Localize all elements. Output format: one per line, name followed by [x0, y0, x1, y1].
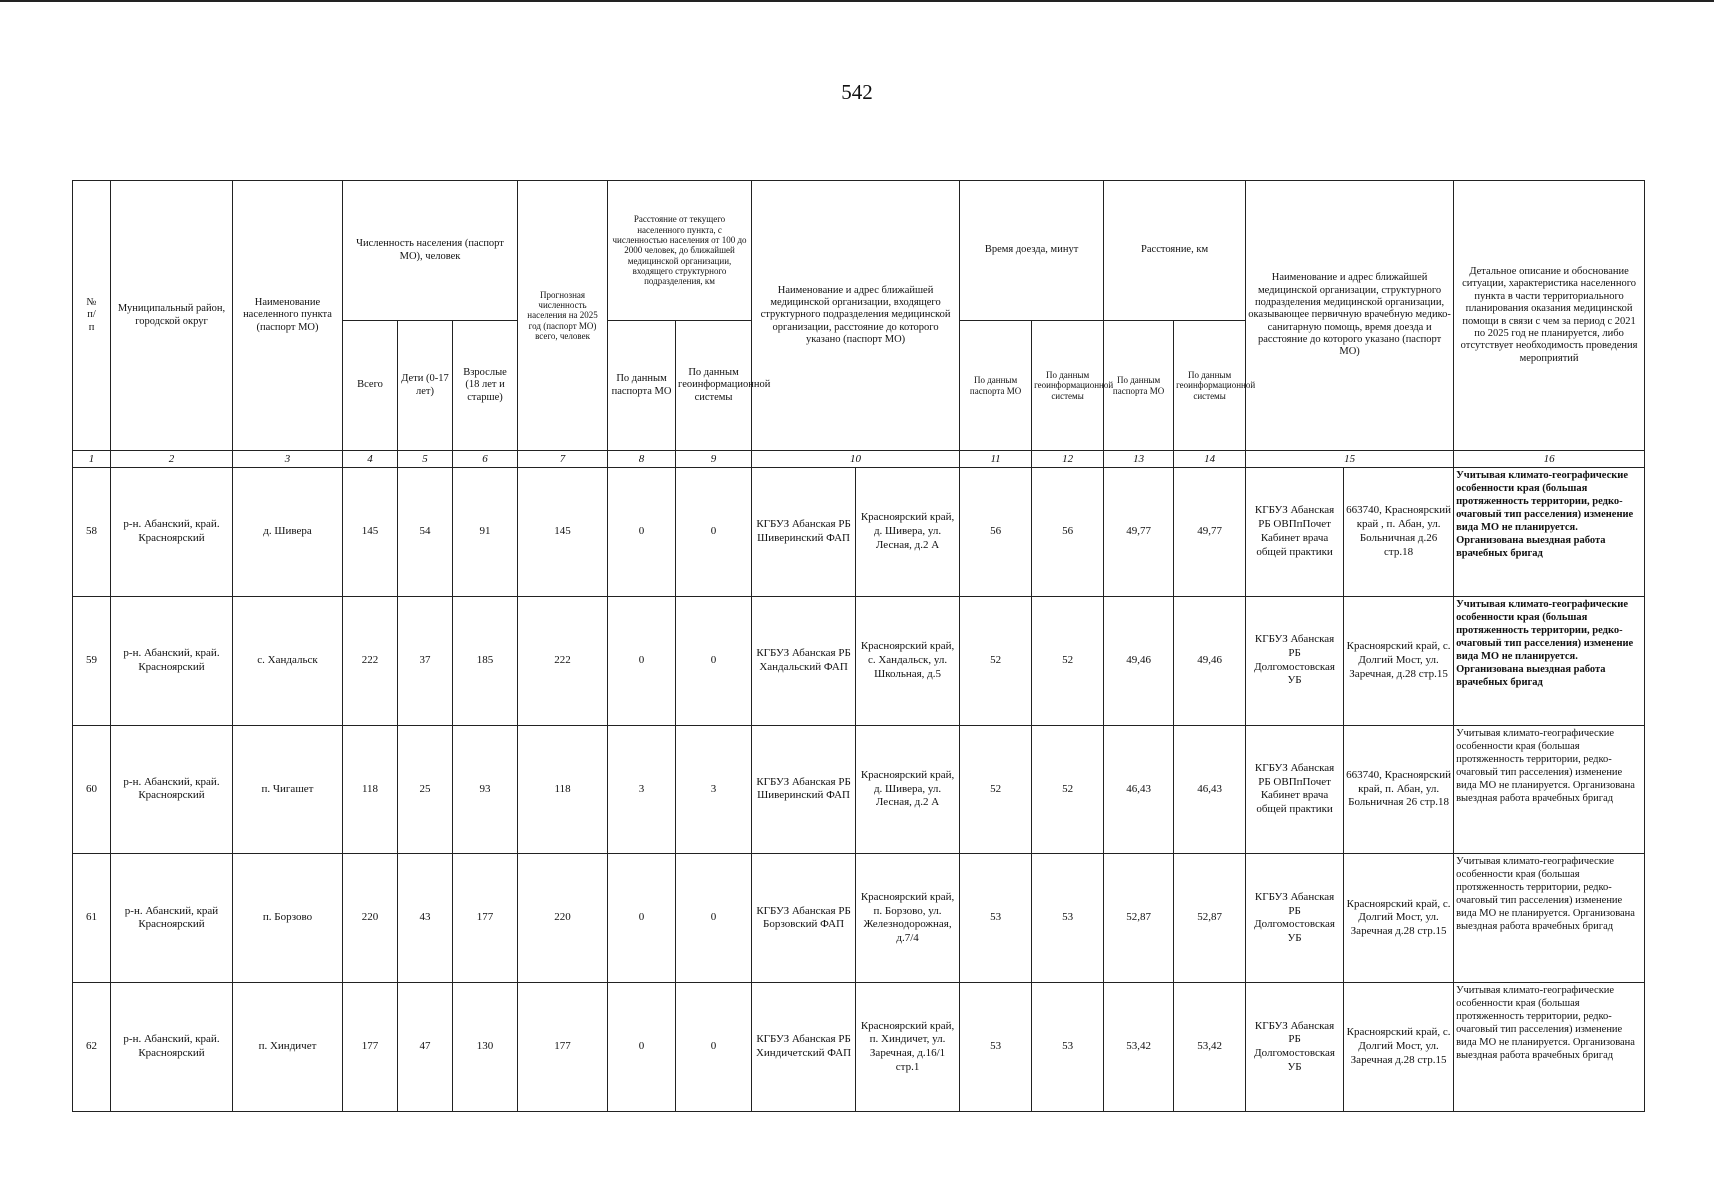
mo-name-cell: КГБУЗ Абанская РБ Шиверинский ФАП: [752, 468, 856, 597]
mo-address-cell: Красноярский край, п. Хиндичет, ул. Заречная, д.16/1 стр.1: [856, 983, 960, 1112]
district-cell: р-н. Абанский, край Красноярский: [111, 854, 233, 983]
mo-address-cell: Красноярский край, д. Шивера, ул. Лесная, д.2 А: [856, 468, 960, 597]
header-num: № п/ п: [73, 181, 111, 451]
km-passport-cell: 49,46: [1104, 596, 1174, 725]
col-number: 9: [676, 451, 752, 468]
col-number: 3: [233, 451, 343, 468]
forecast-cell: 222: [518, 596, 608, 725]
km-passport-cell: 49,77: [1104, 468, 1174, 597]
table-row: [73, 596, 1645, 725]
pop-children-cell: 43: [398, 854, 453, 983]
pop-total-cell: 177: [343, 983, 398, 1112]
col-number: 16: [1454, 451, 1645, 468]
settlement-cell: п. Хиндичет: [233, 983, 343, 1112]
district-cell: р-н. Абанский, край. Красноярский: [111, 725, 233, 854]
pop-children-cell: 37: [398, 596, 453, 725]
mo-name-cell: КГБУЗ Абанская РБ Хиндичетский ФАП: [752, 983, 856, 1112]
pmsp-address-cell: 663740, Красноярский край , п. Абан, ул. Больничная д.26 стр.18: [1344, 468, 1454, 597]
page-number: 542: [841, 80, 873, 104]
settlement-cell: с. Хандальск: [233, 596, 343, 725]
settlement-cell: д. Шивера: [233, 468, 343, 597]
time-passport-cell: 52: [960, 596, 1032, 725]
dist-passport-cell: 0: [608, 854, 676, 983]
dist-passport-cell: 0: [608, 468, 676, 597]
mo-address-cell: Красноярский край, п. Борзово, ул. Железнодорожная, д.7/4: [856, 854, 960, 983]
dist-geo-cell: 0: [676, 983, 752, 1112]
pop-children-cell: 54: [398, 468, 453, 597]
top-border-line: [0, 0, 1714, 2]
header-pop-children: Дети (0-17 лет): [398, 321, 453, 451]
col-number: 14: [1174, 451, 1246, 468]
time-passport-cell: 53: [960, 983, 1032, 1112]
header-pmsp: Наименование и адрес ближайшей медицинской организации, структурного подразделения медицинской организации, оказывающее первичную врачебную медико-санитарную помощь, время доезда и расстояние до которого указано (паспорт МО): [1246, 181, 1454, 451]
pop-adults-cell: 185: [453, 596, 518, 725]
pop-adults-cell: 177: [453, 854, 518, 983]
pmsp-name-cell: КГБУЗ Абанская РБ Долгомостовская УБ: [1246, 854, 1344, 983]
header-forecast: Прогнозная численность населения на 2025 год (паспорт МО) всего, человек: [518, 181, 608, 451]
header-dist-geo: По данным геоинформационной системы: [676, 321, 752, 451]
row-number: 58: [73, 468, 111, 597]
settlements-table: [72, 180, 1645, 1112]
dist-geo-cell: 0: [676, 468, 752, 597]
km-passport-cell: 53,42: [1104, 983, 1174, 1112]
time-passport-cell: 53: [960, 854, 1032, 983]
time-geo-cell: 53: [1032, 983, 1104, 1112]
header-dist-passport: По данным паспорта МО: [608, 321, 676, 451]
district-cell: р-н. Абанский, край. Красноярский: [111, 468, 233, 597]
description-cell: Учитывая климато-географические особенности края (большая протяженность территории, редко-очаговый тип расселения) изменение вида МО не планируется. Организована выездная работа врачебных бригад: [1454, 854, 1645, 983]
settlement-cell: п. Чигашет: [233, 725, 343, 854]
km-geo-cell: 49,46: [1174, 596, 1246, 725]
pmsp-address-cell: Красноярский край, с. Долгий Мост, ул. Заречная д.28 стр.15: [1344, 983, 1454, 1112]
col-number: 15: [1246, 451, 1454, 468]
mo-address-cell: Красноярский край, с. Хандальск, ул. Школьная, д.5: [856, 596, 960, 725]
row-number: 60: [73, 725, 111, 854]
table-row: [73, 468, 1645, 597]
time-geo-cell: 52: [1032, 725, 1104, 854]
forecast-cell: 118: [518, 725, 608, 854]
header-pop-total: Всего: [343, 321, 398, 451]
description-cell: Учитывая климато-географические особенности края (большая протяженность территории, редко-очаговый тип расселения) изменение вида МО не планируется. Организована выездная работа врачебных бригад: [1454, 596, 1645, 725]
time-passport-cell: 56: [960, 468, 1032, 597]
pmsp-address-cell: 663740, Красноярский край, п. Абан, ул. Больничная 26 стр.18: [1344, 725, 1454, 854]
pmsp-name-cell: КГБУЗ Абанская РБ ОВПпПочет Кабинет врача общей практики: [1246, 725, 1344, 854]
row-number: 61: [73, 854, 111, 983]
col-number: 12: [1032, 451, 1104, 468]
dist-passport-cell: 0: [608, 596, 676, 725]
district-cell: р-н. Абанский, край. Красноярский: [111, 983, 233, 1112]
km-geo-cell: 46,43: [1174, 725, 1246, 854]
col-number: 11: [960, 451, 1032, 468]
dist-geo-cell: 0: [676, 854, 752, 983]
pop-children-cell: 47: [398, 983, 453, 1112]
dist-passport-cell: 3: [608, 725, 676, 854]
pmsp-address-cell: Красноярский край, с. Долгий Мост, ул. Заречная д.28 стр.15: [1344, 854, 1454, 983]
pop-adults-cell: 130: [453, 983, 518, 1112]
pmsp-name-cell: КГБУЗ Абанская РБ Долгомостовская УБ: [1246, 596, 1344, 725]
pop-children-cell: 25: [398, 725, 453, 854]
header-travel-time: Время доезда, минут: [960, 181, 1104, 321]
mo-name-cell: КГБУЗ Абанская РБ Борзовский ФАП: [752, 854, 856, 983]
time-geo-cell: 52: [1032, 596, 1104, 725]
pmsp-name-cell: КГБУЗ Абанская РБ Долгомостовская УБ: [1246, 983, 1344, 1112]
pop-total-cell: 220: [343, 854, 398, 983]
row-number: 59: [73, 596, 111, 725]
time-geo-cell: 56: [1032, 468, 1104, 597]
district-cell: р-н. Абанский, край. Красноярский: [111, 596, 233, 725]
pop-adults-cell: 93: [453, 725, 518, 854]
col-number: 4: [343, 451, 398, 468]
forecast-cell: 220: [518, 854, 608, 983]
col-number: 1: [73, 451, 111, 468]
header-population: Численность населения (паспорт МО), человек: [343, 181, 518, 321]
pop-total-cell: 222: [343, 596, 398, 725]
table-row: [73, 725, 1645, 854]
table-row: [73, 854, 1645, 983]
description-cell: Учитывая климато-географические особенности края (большая протяженность территории, редко-очаговый тип расселения) изменение вида МО не планируется. Организована выездная работа врачебных бригад: [1454, 468, 1645, 597]
header-description: Детальное описание и обоснование ситуации, характеристика населенного пункта в части территориального планирования оказания медицинской помощи в связи с чем за период с 2021 по 2025 год не планируется, либо отсутствует необходимость проведения мероприятий: [1454, 181, 1645, 451]
header-municipality: Муниципальный район, городской округ: [111, 181, 233, 451]
pmsp-name-cell: КГБУЗ Абанская РБ ОВПпПочет Кабинет врача общей практики: [1246, 468, 1344, 597]
km-geo-cell: 53,42: [1174, 983, 1246, 1112]
header-time-passport: По данным паспорта МО: [960, 321, 1032, 451]
pmsp-address-cell: Красноярский край, с. Долгий Мост, ул. Заречная, д.28 стр.15: [1344, 596, 1454, 725]
header-settlement: Наименование населенного пункта (паспорт МО): [233, 181, 343, 451]
header-time-geo: По данным геоинформационной системы: [1032, 321, 1104, 451]
table-row: [73, 983, 1645, 1112]
dist-geo-cell: 0: [676, 596, 752, 725]
settlement-cell: п. Борзово: [233, 854, 343, 983]
col-number: 10: [752, 451, 960, 468]
dist-geo-cell: 3: [676, 725, 752, 854]
mo-address-cell: Красноярский край, д. Шивера, ул. Лесная, д.2 А: [856, 725, 960, 854]
header-mo-name-address: Наименование и адрес ближайшей медицинской организации, входящего структурного подразделения медицинской организации, расстояние до которого указано (паспорт МО): [752, 181, 960, 451]
header-km-geo: По данным геоинформационной системы: [1174, 321, 1246, 451]
header-distance-nearest: Расстояние от текущего населенного пункта, с численностью населения от 100 до 2000 человек, до ближайшей медицинской организации, входящего структурного подразделения, км: [608, 181, 752, 321]
time-geo-cell: 53: [1032, 854, 1104, 983]
pop-total-cell: 145: [343, 468, 398, 597]
col-number: 7: [518, 451, 608, 468]
km-passport-cell: 46,43: [1104, 725, 1174, 854]
header-pop-adults: Взрослые (18 лет и старше): [453, 321, 518, 451]
km-geo-cell: 52,87: [1174, 854, 1246, 983]
mo-name-cell: КГБУЗ Абанская РБ Хандальский ФАП: [752, 596, 856, 725]
col-number: 13: [1104, 451, 1174, 468]
mo-name-cell: КГБУЗ Абанская РБ Шиверинский ФАП: [752, 725, 856, 854]
km-passport-cell: 52,87: [1104, 854, 1174, 983]
col-number: 2: [111, 451, 233, 468]
pop-total-cell: 118: [343, 725, 398, 854]
col-number: 6: [453, 451, 518, 468]
col-number: 5: [398, 451, 453, 468]
header-distance-km: Расстояние, км: [1104, 181, 1246, 321]
forecast-cell: 177: [518, 983, 608, 1112]
col-number: 8: [608, 451, 676, 468]
row-number: 62: [73, 983, 111, 1112]
dist-passport-cell: 0: [608, 983, 676, 1112]
header-km-passport: По данным паспорта МО: [1104, 321, 1174, 451]
pop-adults-cell: 91: [453, 468, 518, 597]
km-geo-cell: 49,77: [1174, 468, 1246, 597]
time-passport-cell: 52: [960, 725, 1032, 854]
description-cell: Учитывая климато-географические особенности края (большая протяженность территории, редко-очаговый тип расселения) изменение вида МО не планируется. Организована выездная работа врачебных бригад: [1454, 725, 1645, 854]
forecast-cell: 145: [518, 468, 608, 597]
description-cell: Учитывая климато-географические особенности края (большая протяженность территории, редко-очаговый тип расселения) изменение вида МО не планируется. Организована выездная работа врачебных бригад: [1454, 983, 1645, 1112]
